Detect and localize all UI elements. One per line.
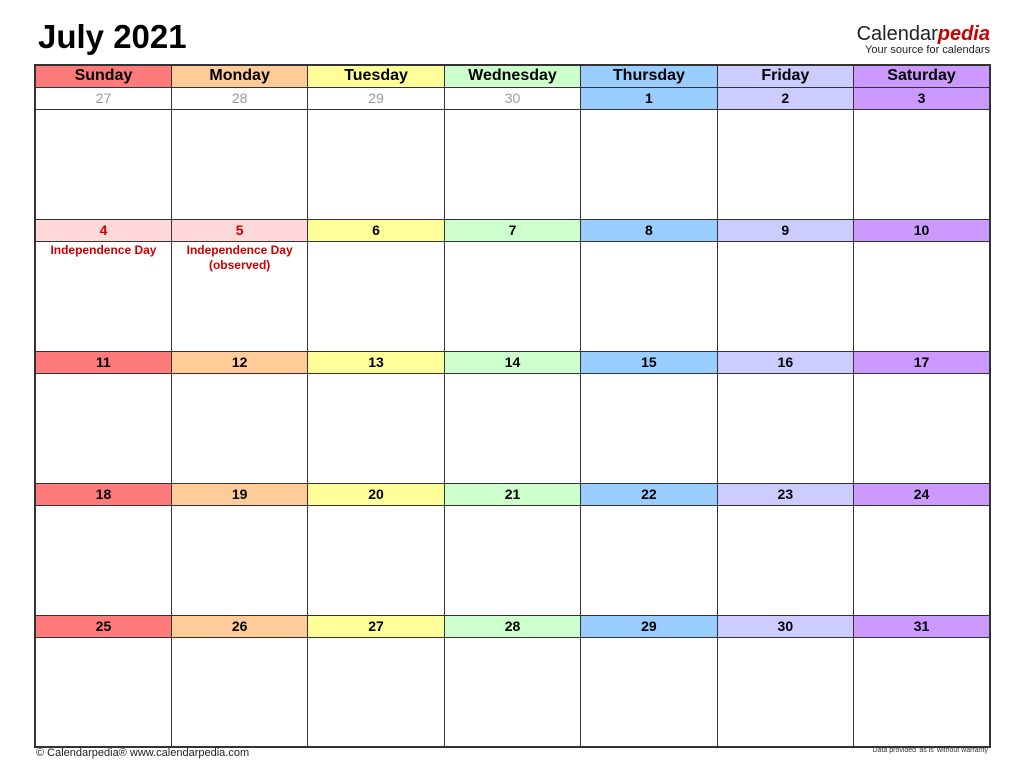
weekday-header-saturday: Saturday bbox=[854, 65, 990, 87]
day-cell[interactable] bbox=[717, 637, 853, 747]
footer-disclaimer: Data provided 'as is' without warranty bbox=[872, 747, 988, 754]
day-number: 13 bbox=[308, 351, 444, 373]
day-cell[interactable] bbox=[581, 637, 717, 747]
day-number: 17 bbox=[854, 351, 990, 373]
weekday-header-monday: Monday bbox=[171, 65, 307, 87]
weekday-header-thursday: Thursday bbox=[581, 65, 717, 87]
day-number: 1 bbox=[581, 87, 717, 109]
day-number: 22 bbox=[581, 483, 717, 505]
day-number: 2 bbox=[717, 87, 853, 109]
day-number: 27 bbox=[35, 87, 171, 109]
brand-logo bbox=[857, 24, 990, 56]
day-cell[interactable] bbox=[171, 241, 307, 351]
day-cell[interactable] bbox=[35, 109, 171, 219]
day-cell[interactable] bbox=[444, 241, 580, 351]
day-number: 27 bbox=[308, 615, 444, 637]
day-cell[interactable] bbox=[444, 505, 580, 615]
day-cell[interactable] bbox=[308, 373, 444, 483]
day-number: 16 bbox=[717, 351, 853, 373]
day-cell[interactable] bbox=[35, 637, 171, 747]
day-cell[interactable] bbox=[717, 373, 853, 483]
day-cell[interactable] bbox=[308, 637, 444, 747]
day-number: 25 bbox=[35, 615, 171, 637]
page-title: July 2021 bbox=[38, 18, 187, 55]
day-number: 31 bbox=[854, 615, 990, 637]
day-number: 20 bbox=[308, 483, 444, 505]
day-cell[interactable] bbox=[308, 505, 444, 615]
day-cell[interactable] bbox=[308, 241, 444, 351]
day-number: 5 bbox=[171, 219, 307, 241]
brand-tagline: Your source for calendars bbox=[865, 44, 990, 56]
day-number: 19 bbox=[171, 483, 307, 505]
day-cell[interactable] bbox=[854, 241, 990, 351]
day-cell[interactable] bbox=[854, 109, 990, 219]
day-number: 9 bbox=[717, 219, 853, 241]
day-cell[interactable] bbox=[444, 373, 580, 483]
weekday-header-wednesday: Wednesday bbox=[444, 65, 580, 87]
day-number: 29 bbox=[308, 87, 444, 109]
day-number: 28 bbox=[171, 87, 307, 109]
day-number: 7 bbox=[444, 219, 580, 241]
day-number: 24 bbox=[854, 483, 990, 505]
day-number: 26 bbox=[171, 615, 307, 637]
day-number: 11 bbox=[35, 351, 171, 373]
day-cell[interactable] bbox=[717, 241, 853, 351]
calendar-grid bbox=[34, 64, 991, 748]
day-number: 18 bbox=[35, 483, 171, 505]
weekday-header-sunday: Sunday bbox=[35, 65, 171, 87]
day-cell[interactable] bbox=[854, 505, 990, 615]
day-cell[interactable] bbox=[35, 241, 171, 351]
day-cell[interactable] bbox=[444, 637, 580, 747]
day-cell[interactable] bbox=[717, 109, 853, 219]
day-number: 6 bbox=[308, 219, 444, 241]
day-number: 8 bbox=[581, 219, 717, 241]
day-cell[interactable] bbox=[171, 109, 307, 219]
brand-name: Calendar bbox=[856, 23, 938, 45]
day-cell[interactable] bbox=[35, 373, 171, 483]
day-number: 30 bbox=[444, 87, 580, 109]
holiday-label: Independence Day bbox=[50, 242, 157, 257]
day-cell[interactable] bbox=[35, 505, 171, 615]
day-number: 14 bbox=[444, 351, 580, 373]
day-number: 4 bbox=[35, 219, 171, 241]
weekday-header-friday: Friday bbox=[717, 65, 853, 87]
day-cell[interactable] bbox=[581, 241, 717, 351]
day-number: 10 bbox=[854, 219, 990, 241]
day-number: 3 bbox=[854, 87, 990, 109]
day-cell[interactable] bbox=[444, 109, 580, 219]
day-cell[interactable] bbox=[854, 637, 990, 747]
day-cell[interactable] bbox=[717, 505, 853, 615]
day-number: 29 bbox=[581, 615, 717, 637]
weekday-header-row bbox=[35, 65, 990, 87]
day-number: 28 bbox=[444, 615, 580, 637]
day-cell[interactable] bbox=[854, 373, 990, 483]
weekday-header-tuesday: Tuesday bbox=[308, 65, 444, 87]
footer-copyright: © Calendarpedia® www.calendarpedia.com bbox=[36, 747, 250, 759]
day-number: 23 bbox=[717, 483, 853, 505]
day-number: 15 bbox=[581, 351, 717, 373]
day-number: 12 bbox=[171, 351, 307, 373]
day-cell[interactable] bbox=[308, 109, 444, 219]
holiday-label: Independence Day (observed) bbox=[186, 242, 293, 272]
day-cell[interactable] bbox=[581, 109, 717, 219]
day-cell[interactable] bbox=[171, 373, 307, 483]
brand-name-em: pedia bbox=[937, 23, 990, 45]
day-cell[interactable] bbox=[171, 637, 307, 747]
day-cell[interactable] bbox=[581, 505, 717, 615]
day-number: 21 bbox=[444, 483, 580, 505]
day-cell[interactable] bbox=[581, 373, 717, 483]
day-number: 30 bbox=[717, 615, 853, 637]
day-cell[interactable] bbox=[171, 505, 307, 615]
